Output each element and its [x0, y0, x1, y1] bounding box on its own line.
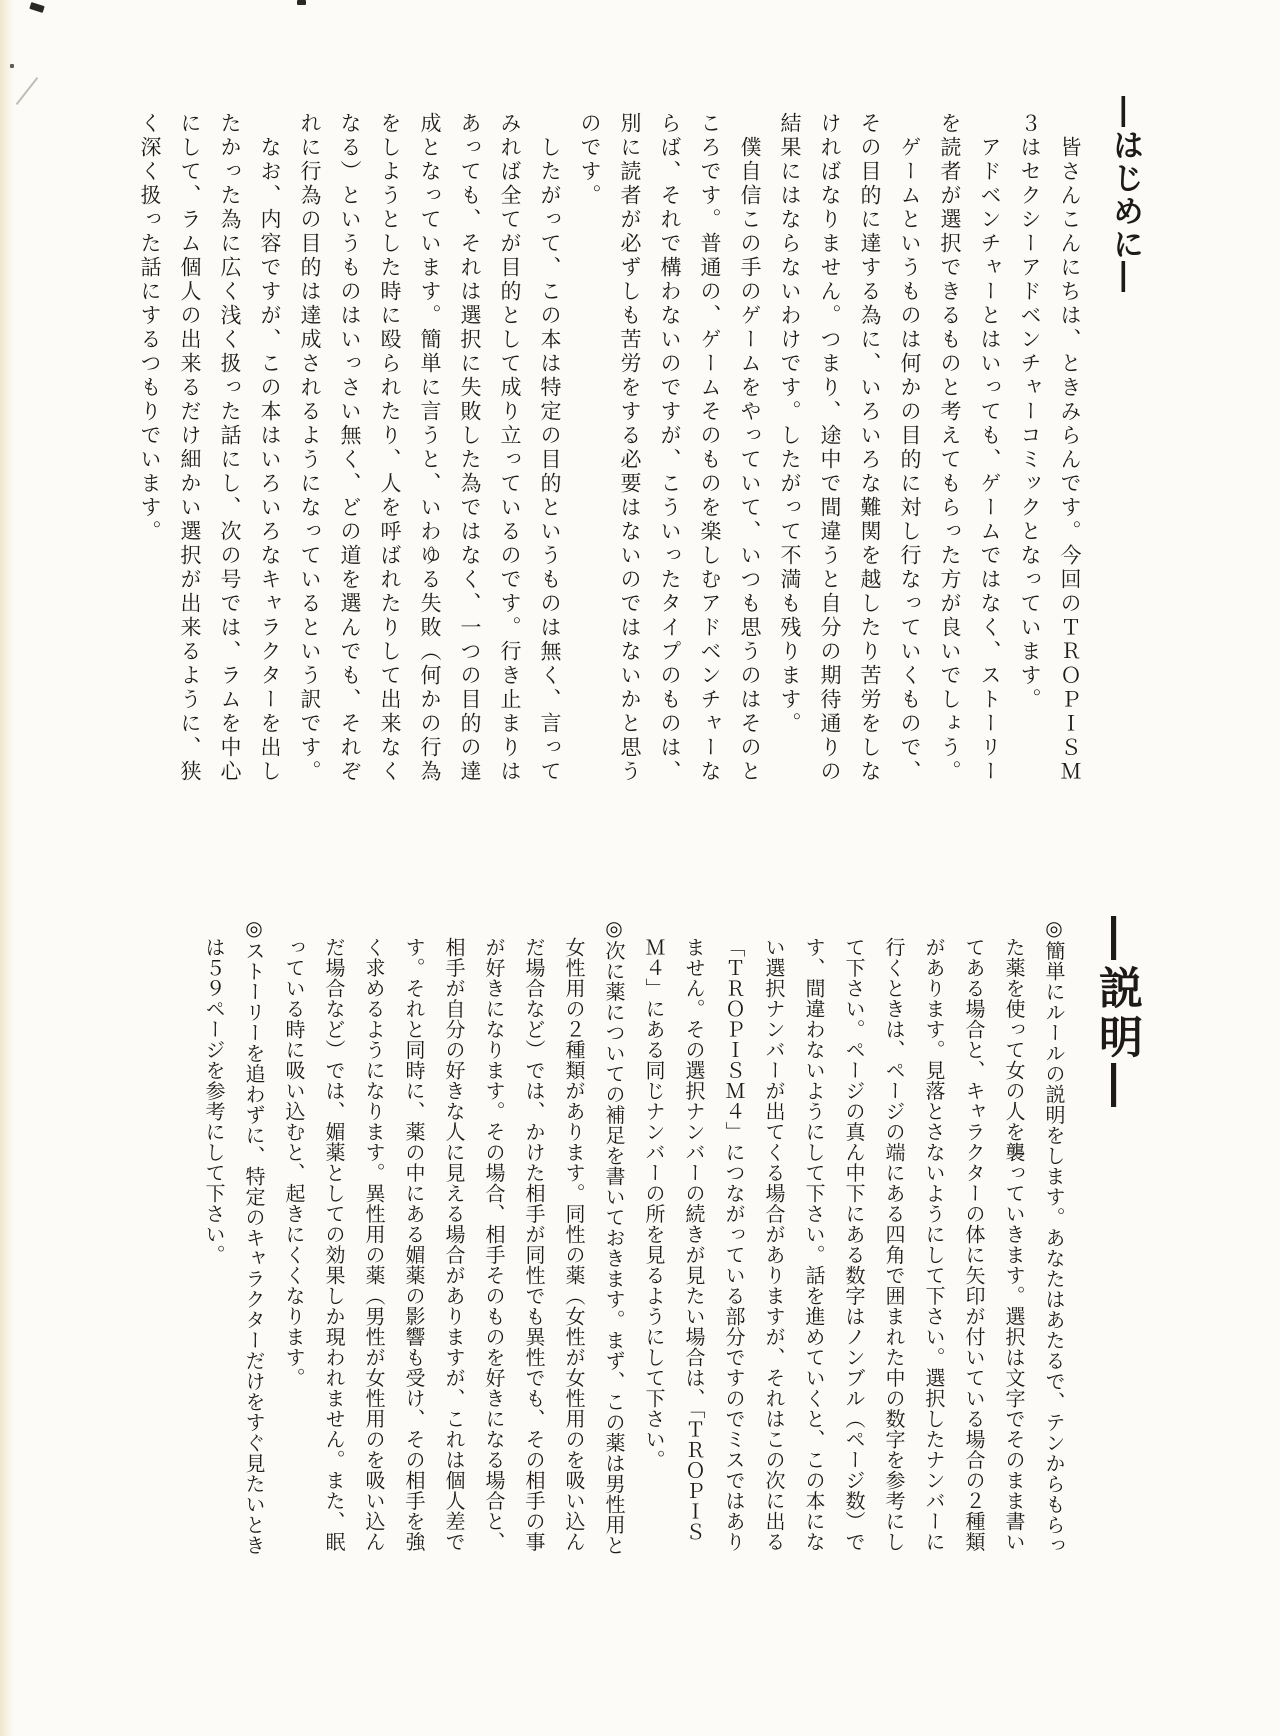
scan-scratch: [16, 77, 39, 105]
intro-paragraph: ゲームというものは何かの目的に対し行なっていくもので、その目的に達する為に、いろいろな難関を越したり苦労をしなければなりません。つまり、途中で間違うと自分の期待通りの結果にはならないわけです。したがって不満も残ります。: [778, 112, 922, 784]
intro-paragraph: 皆さんこんにちは、ときみらんです。今回のＴＲＯＰＩＳＭ３はセクシーアドベンチャーコミックとなっています。: [1018, 112, 1082, 784]
intro-paragraph: なお、内容ですが、この本はいろいろなキャラクターを出したかった為に広く浅く扱った話にし、次の号では、ラムを中心にして、ラム個人の出来るだけ細かい選択が出来るように、狭く深く扱った話にするつもりでいます。: [138, 112, 282, 784]
section-introduction: [130, 96, 1168, 788]
rule-block: ◎ストーリーを追わずに、特定のキャラクターだけをすぐ見たいときは５９ページを参考にして下さい。: [202, 916, 266, 1556]
rule-block: ◎簡単にルールの説明をします。あなたはあたるで、テンからもらった薬を使って女の人を襲っていきます。選択は文字でそのまま書いてある場合と、キャラクターの体に矢印が付いている場合の２種類があります。見落とさないようにして下さい。選択したナンバーに行くときは、ページの端にある四角で囲まれた中の数字を参考にして下さい。ページの真ん中下にある数字はノンブル（ページ数）です、間違わないようにして下さい。話を進めていくと、この本にない選択ナンバーが出てくる場合がありますが、それはこの次に出る「ＴＲＯＰＩＳＭ４」につながっている部分ですのでミスではありません。その選択ナンバーの続きが見たい場合は、「ＴＲＯＰＩＳＭ４」にある同じナンバーの所を見るようにして下さい。: [642, 916, 1066, 1556]
intro-paragraph: アドベンチャーとはいっても、ゲームではなく、ストーリーを読者が選択できるものと考えてもらった方が良いでしょう。: [938, 112, 1002, 784]
explanation-body: [194, 916, 1074, 1558]
introduction-title: ―はじめに―: [1107, 96, 1143, 294]
intro-paragraph: したがって、この本は特定の目的というものは無く、言ってみれば全てが目的として成り立っているのです。行き止まりはあっても、それは選択に失敗した為ではなく、一つの目的の達成となっています。簡単に言うと、いわゆる失敗（何かの行為をしようとした時に殴られたり、人を呼ばれたりして出来なくなる）というものはいっさい無く、どの道を選んでも、それぞれに行為の目的は達成されるようになっているという訳です。: [298, 112, 562, 784]
page-edge-tint: [0, 0, 14, 1736]
scan-speck: [29, 2, 44, 13]
scan-speck: [297, 0, 306, 5]
scan-speck: [10, 64, 14, 68]
section-explanation: [194, 916, 1168, 1558]
introduction-body: [130, 96, 1090, 788]
explanation-title: ―説明―: [1091, 916, 1142, 1112]
rule-block: ◎次に薬についての補足を書いておきます。まず、この薬は男性用と女性用の２種類があります。同性の薬（女性が女性用のを吸い込んだ場合など）では、かけた相手が同性でも異性でも、その相手の事が好きになります。その場合、相手そのものを好きになる場合と、相手が自分の好きな人に見える場合がありますが、これは個人差です。それと同時に、薬の中にある媚薬の影響も受け、その相手を強く求めるようになります。異性用の薬（男性が女性用のを吸い込んだ場合など）では、媚薬としての効果しか現われません。また、眠っている時に吸い込むと、起きにくくなります。: [282, 916, 626, 1556]
intro-paragraph: 僕自信この手のゲームをやっていて、いつも思うのはそのところです。普通の、ゲームそのものを楽しむアドベンチャーならば、それで構わないのですが、こういったタイプのものは、別に読者が必ずしも苦労をする必要はないのではないかと思うのです。: [578, 112, 762, 784]
